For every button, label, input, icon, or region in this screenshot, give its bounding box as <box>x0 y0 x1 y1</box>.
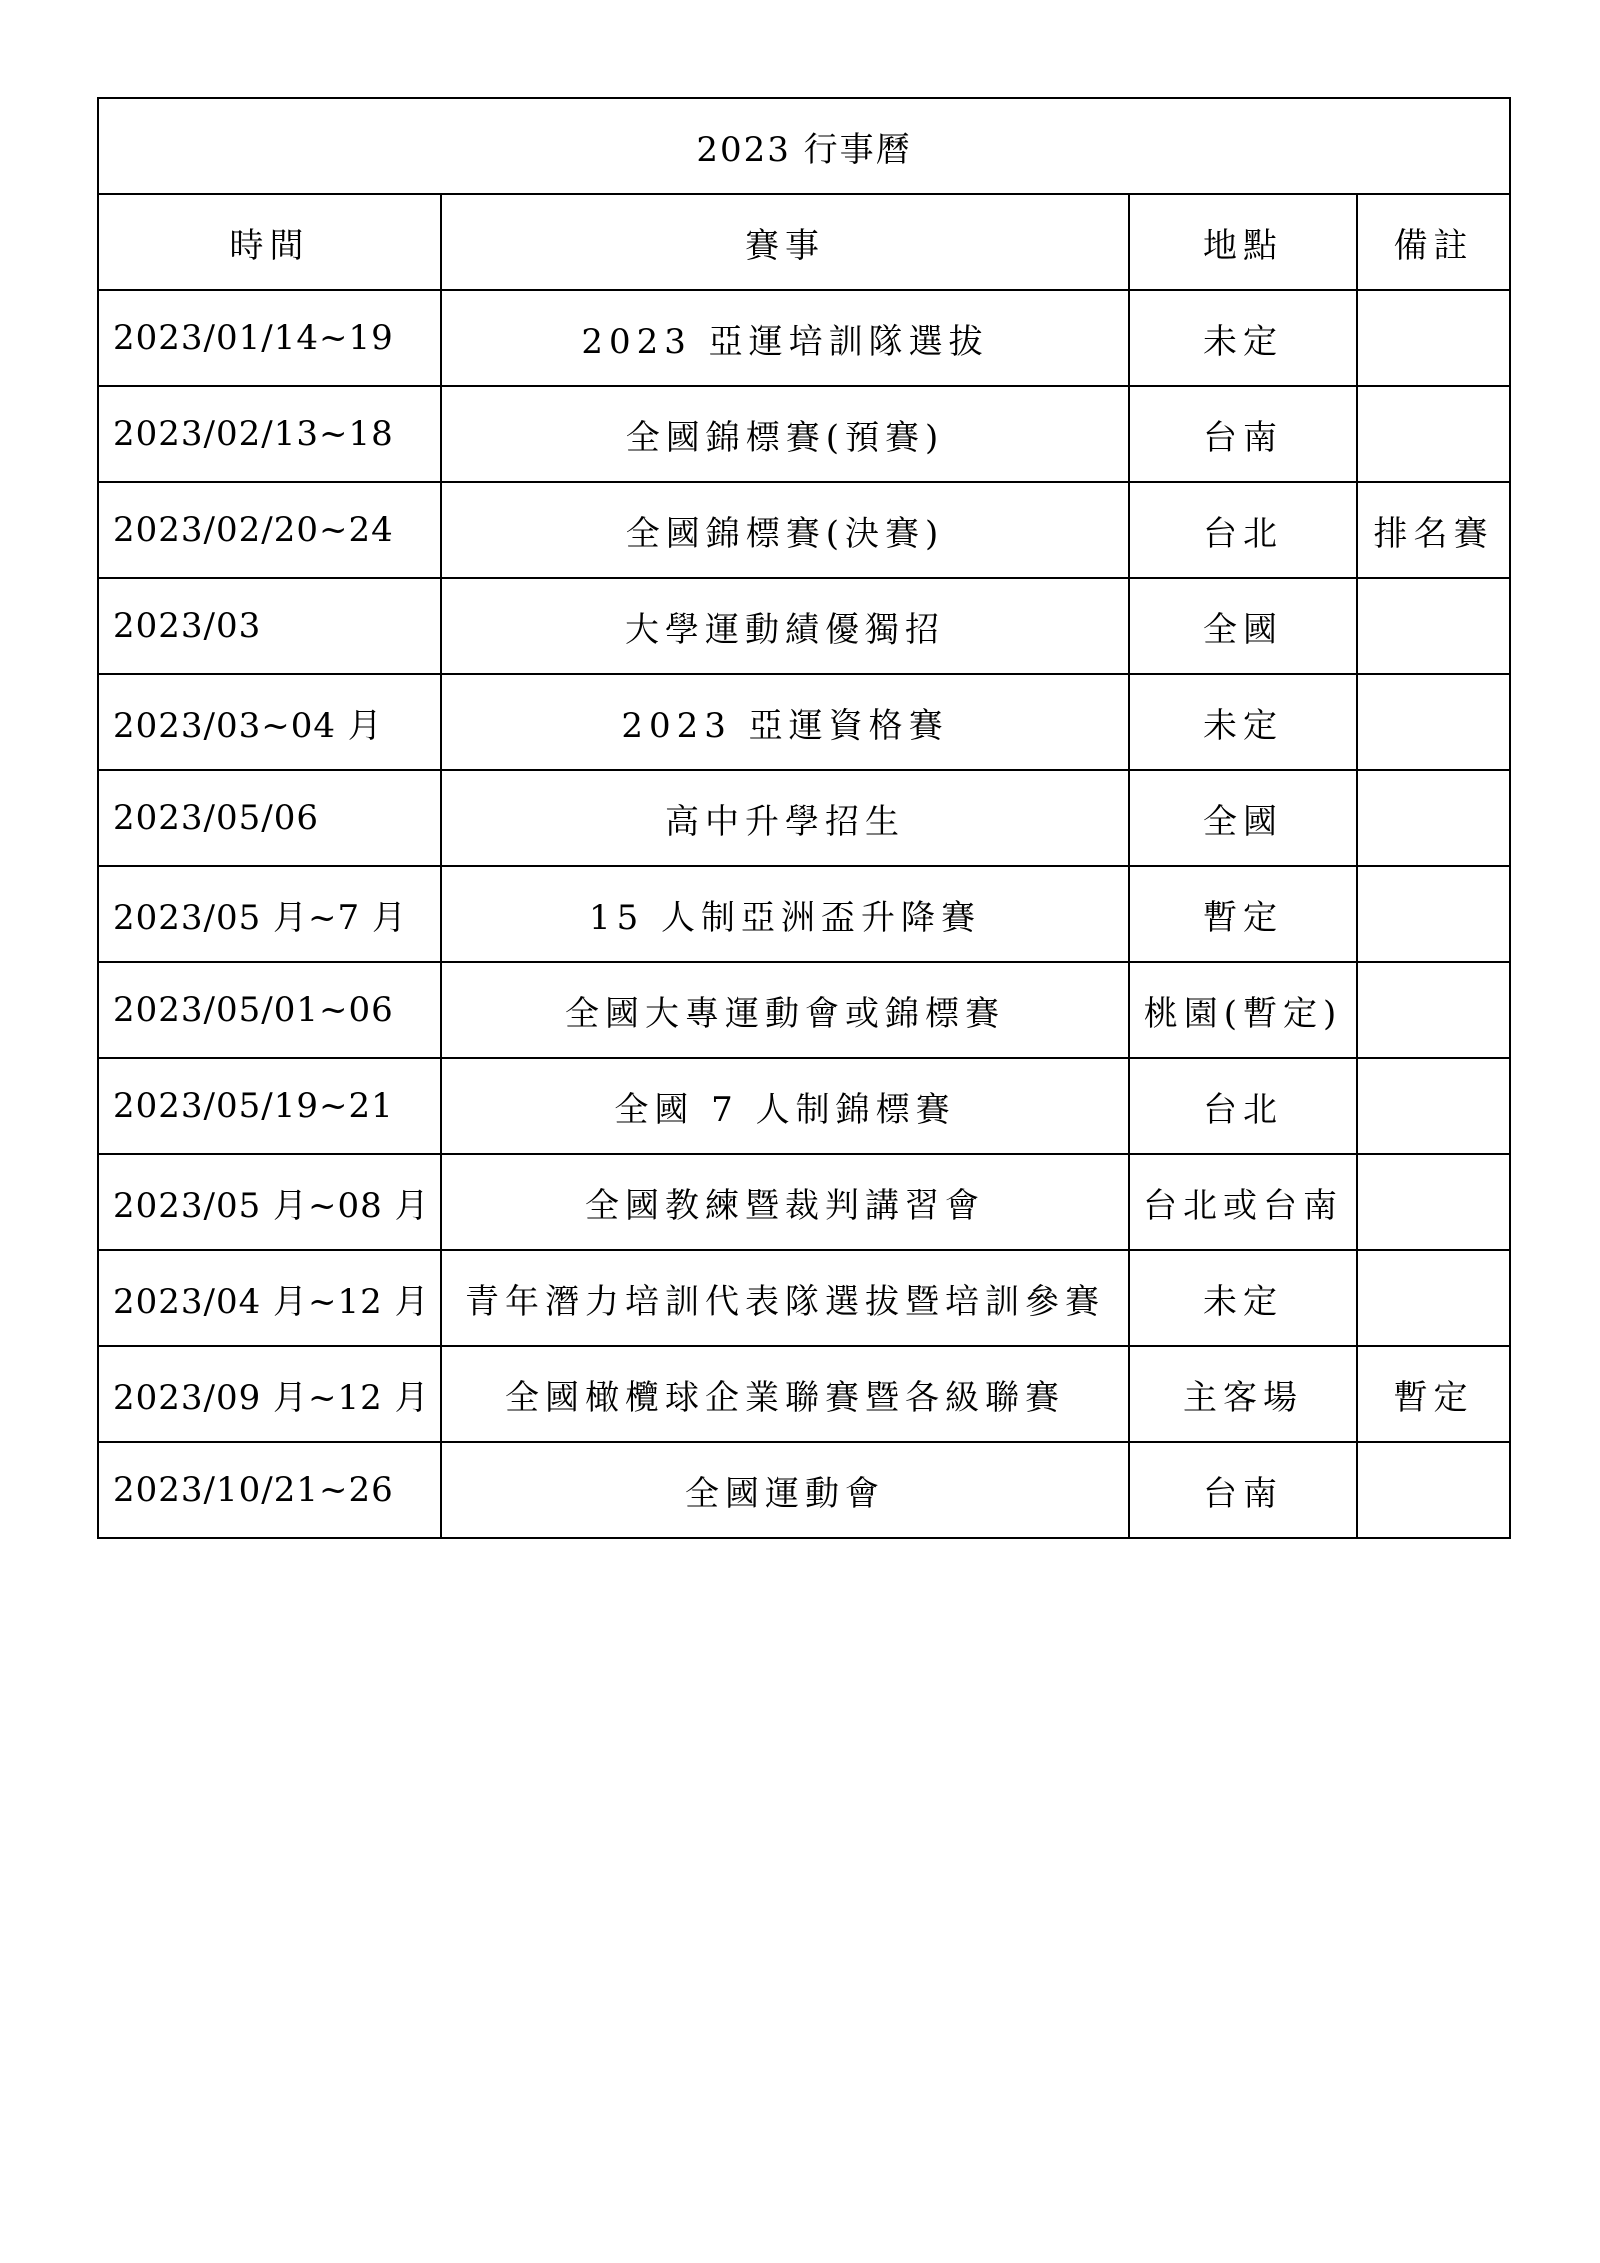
table-row <box>98 1442 1510 1538</box>
event-cell: 高中升學招生 <box>441 770 1129 866</box>
place-cell: 主客場 <box>1129 1346 1357 1442</box>
place-cell: 台南 <box>1129 386 1357 482</box>
note-cell <box>1357 578 1510 674</box>
table-row <box>98 482 1510 578</box>
date-cell: 2023/05/06 <box>98 770 441 866</box>
title-row <box>98 98 1510 194</box>
event-cell: 全國錦標賽(決賽) <box>441 482 1129 578</box>
note-cell <box>1357 674 1510 770</box>
note-cell <box>1357 386 1510 482</box>
note-cell <box>1357 290 1510 386</box>
calendar-table <box>97 97 1511 1539</box>
date-cell: 2023/05/19~21 <box>98 1058 441 1154</box>
event-cell: 2023 亞運培訓隊選拔 <box>441 290 1129 386</box>
place-cell: 暫定 <box>1129 866 1357 962</box>
event-cell: 全國大專運動會或錦標賽 <box>441 962 1129 1058</box>
note-cell: 排名賽 <box>1357 482 1510 578</box>
place-cell: 台南 <box>1129 1442 1357 1538</box>
place-cell: 台北 <box>1129 482 1357 578</box>
event-cell: 全國橄欖球企業聯賽暨各級聯賽 <box>441 1346 1129 1442</box>
date-cell: 2023/05/01~06 <box>98 962 441 1058</box>
note-cell <box>1357 962 1510 1058</box>
header-note: 備註 <box>1357 194 1510 290</box>
date-cell: 2023/03~04 月 <box>98 674 441 770</box>
event-cell: 大學運動績優獨招 <box>441 578 1129 674</box>
table-row <box>98 1250 1510 1346</box>
place-cell: 台北或台南 <box>1129 1154 1357 1250</box>
table-row <box>98 1346 1510 1442</box>
table-row <box>98 674 1510 770</box>
header-date: 時間 <box>98 194 441 290</box>
place-cell: 未定 <box>1129 1250 1357 1346</box>
table-row <box>98 1058 1510 1154</box>
date-cell: 2023/05 月~7 月 <box>98 866 441 962</box>
date-cell: 2023/01/14~19 <box>98 290 441 386</box>
date-cell: 2023/03 <box>98 578 441 674</box>
table-row <box>98 386 1510 482</box>
date-cell: 2023/05 月~08 月 <box>98 1154 441 1250</box>
event-cell: 2023 亞運資格賽 <box>441 674 1129 770</box>
event-cell: 15 人制亞洲盃升降賽 <box>441 866 1129 962</box>
header-row <box>98 194 1510 290</box>
place-cell: 未定 <box>1129 674 1357 770</box>
date-cell: 2023/04 月~12 月 <box>98 1250 441 1346</box>
header-event: 賽事 <box>441 194 1129 290</box>
table-row <box>98 962 1510 1058</box>
table-title: 2023 行事曆 <box>98 98 1510 194</box>
date-cell: 2023/09 月~12 月 <box>98 1346 441 1442</box>
table-body <box>98 290 1510 1538</box>
table-row <box>98 578 1510 674</box>
event-cell: 全國教練暨裁判講習會 <box>441 1154 1129 1250</box>
note-cell <box>1357 1154 1510 1250</box>
event-cell: 全國錦標賽(預賽) <box>441 386 1129 482</box>
header-place: 地點 <box>1129 194 1357 290</box>
table-row <box>98 290 1510 386</box>
event-cell: 青年潛力培訓代表隊選拔暨培訓參賽 <box>441 1250 1129 1346</box>
date-cell: 2023/10/21~26 <box>98 1442 441 1538</box>
place-cell: 未定 <box>1129 290 1357 386</box>
note-cell <box>1357 866 1510 962</box>
date-cell: 2023/02/20~24 <box>98 482 441 578</box>
place-cell: 桃園(暫定) <box>1129 962 1357 1058</box>
place-cell: 全國 <box>1129 578 1357 674</box>
note-cell <box>1357 770 1510 866</box>
table-row <box>98 770 1510 866</box>
event-cell: 全國 7 人制錦標賽 <box>441 1058 1129 1154</box>
event-cell: 全國運動會 <box>441 1442 1129 1538</box>
note-cell: 暫定 <box>1357 1346 1510 1442</box>
place-cell: 全國 <box>1129 770 1357 866</box>
note-cell <box>1357 1058 1510 1154</box>
table-row <box>98 1154 1510 1250</box>
date-cell: 2023/02/13~18 <box>98 386 441 482</box>
note-cell <box>1357 1250 1510 1346</box>
note-cell <box>1357 1442 1510 1538</box>
table-row <box>98 866 1510 962</box>
place-cell: 台北 <box>1129 1058 1357 1154</box>
